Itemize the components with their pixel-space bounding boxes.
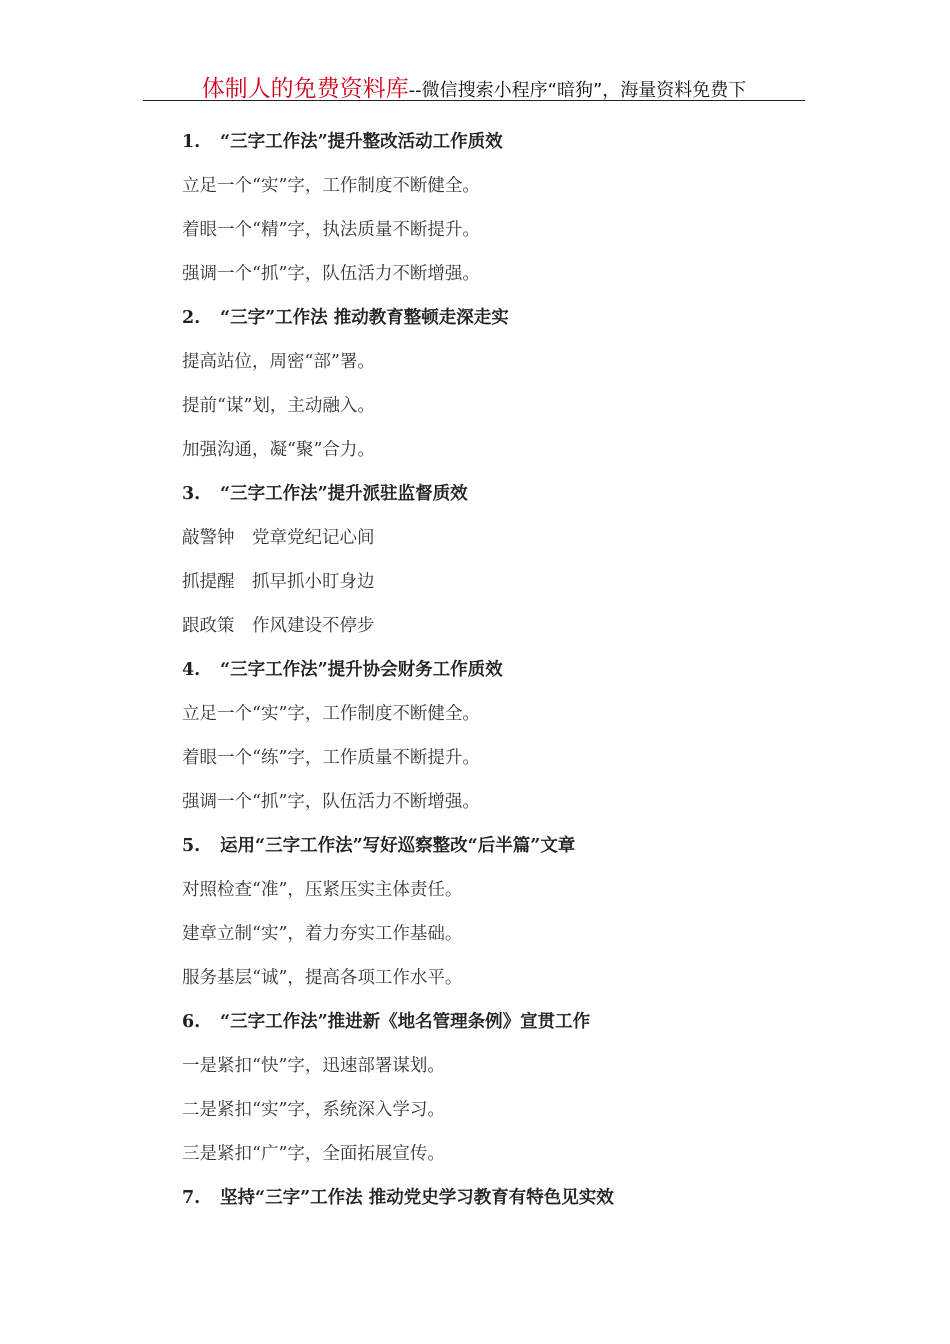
section-item: 抓提醒 抓早抓小盯身边 bbox=[182, 572, 375, 592]
document-body bbox=[182, 126, 822, 1226]
section-title: “三字工作法”推进新《地名管理条例》宣贯工作 bbox=[220, 1012, 591, 1032]
section-item: 建章立制“实”，着力夯实工作基础。 bbox=[182, 924, 463, 944]
section-item: 强调一个“抓”字，队伍活力不断增强。 bbox=[182, 792, 480, 812]
header-brand: 体制人的免费资料库 bbox=[201, 76, 409, 102]
section-item: 提前“谋”划，主动融入。 bbox=[182, 396, 375, 416]
page-header bbox=[143, 70, 805, 101]
section-item: 提高站位，周密“部”署。 bbox=[182, 352, 375, 372]
section-number: 2. bbox=[182, 308, 201, 328]
section-title: “三字”工作法 推动教育整顿走深走实 bbox=[220, 308, 509, 328]
section-item: 敲警钟 党章党纪记心间 bbox=[182, 528, 375, 548]
section-number: 6. bbox=[182, 1012, 201, 1032]
section-number: 7. bbox=[182, 1188, 201, 1208]
section-item: 着眼一个“精”字，执法质量不断提升。 bbox=[182, 220, 480, 240]
section-item: 立足一个“实”字，工作制度不断健全。 bbox=[182, 704, 480, 724]
section-item: 服务基层“诚”，提高各项工作水平。 bbox=[182, 968, 463, 988]
section-heading bbox=[182, 126, 822, 170]
section-title: “三字工作法”提升整改活动工作质效 bbox=[220, 132, 503, 152]
section-item: 着眼一个“练”字，工作质量不断提升。 bbox=[182, 748, 480, 768]
section-number: 4. bbox=[182, 660, 201, 680]
section-heading bbox=[182, 654, 822, 698]
section-number: 5. bbox=[182, 836, 201, 856]
section-title: 运用“三字工作法”写好巡察整改“后半篇”文章 bbox=[220, 836, 576, 856]
section-heading bbox=[182, 478, 822, 522]
header-subtitle: --微信搜索小程序“暗狗”，海量资料免费下 bbox=[408, 80, 747, 101]
section-item: 三是紧扣“广”字，全面拓展宣传。 bbox=[182, 1144, 445, 1164]
section-number: 1. bbox=[182, 132, 201, 152]
section-number: 3. bbox=[182, 484, 201, 504]
section-title: 坚持“三字”工作法 推动党史学习教育有特色见实效 bbox=[220, 1188, 614, 1208]
section-heading bbox=[182, 1006, 822, 1050]
section-item: 加强沟通，凝“聚”合力。 bbox=[182, 440, 375, 460]
section-title: “三字工作法”提升协会财务工作质效 bbox=[220, 660, 503, 680]
section-heading bbox=[182, 1182, 822, 1226]
section-item: 强调一个“抓”字，队伍活力不断增强。 bbox=[182, 264, 480, 284]
section-item: 跟政策 作风建设不停步 bbox=[182, 616, 375, 636]
section-item: 立足一个“实”字，工作制度不断健全。 bbox=[182, 176, 480, 196]
section-item: 一是紧扣“快”字，迅速部署谋划。 bbox=[182, 1056, 445, 1076]
section-item: 二是紧扣“实”字，系统深入学习。 bbox=[182, 1100, 445, 1120]
section-heading bbox=[182, 830, 822, 874]
section-item: 对照检查“准”，压紧压实主体责任。 bbox=[182, 880, 463, 900]
section-heading bbox=[182, 302, 822, 346]
section-title: “三字工作法”提升派驻监督质效 bbox=[220, 484, 468, 504]
